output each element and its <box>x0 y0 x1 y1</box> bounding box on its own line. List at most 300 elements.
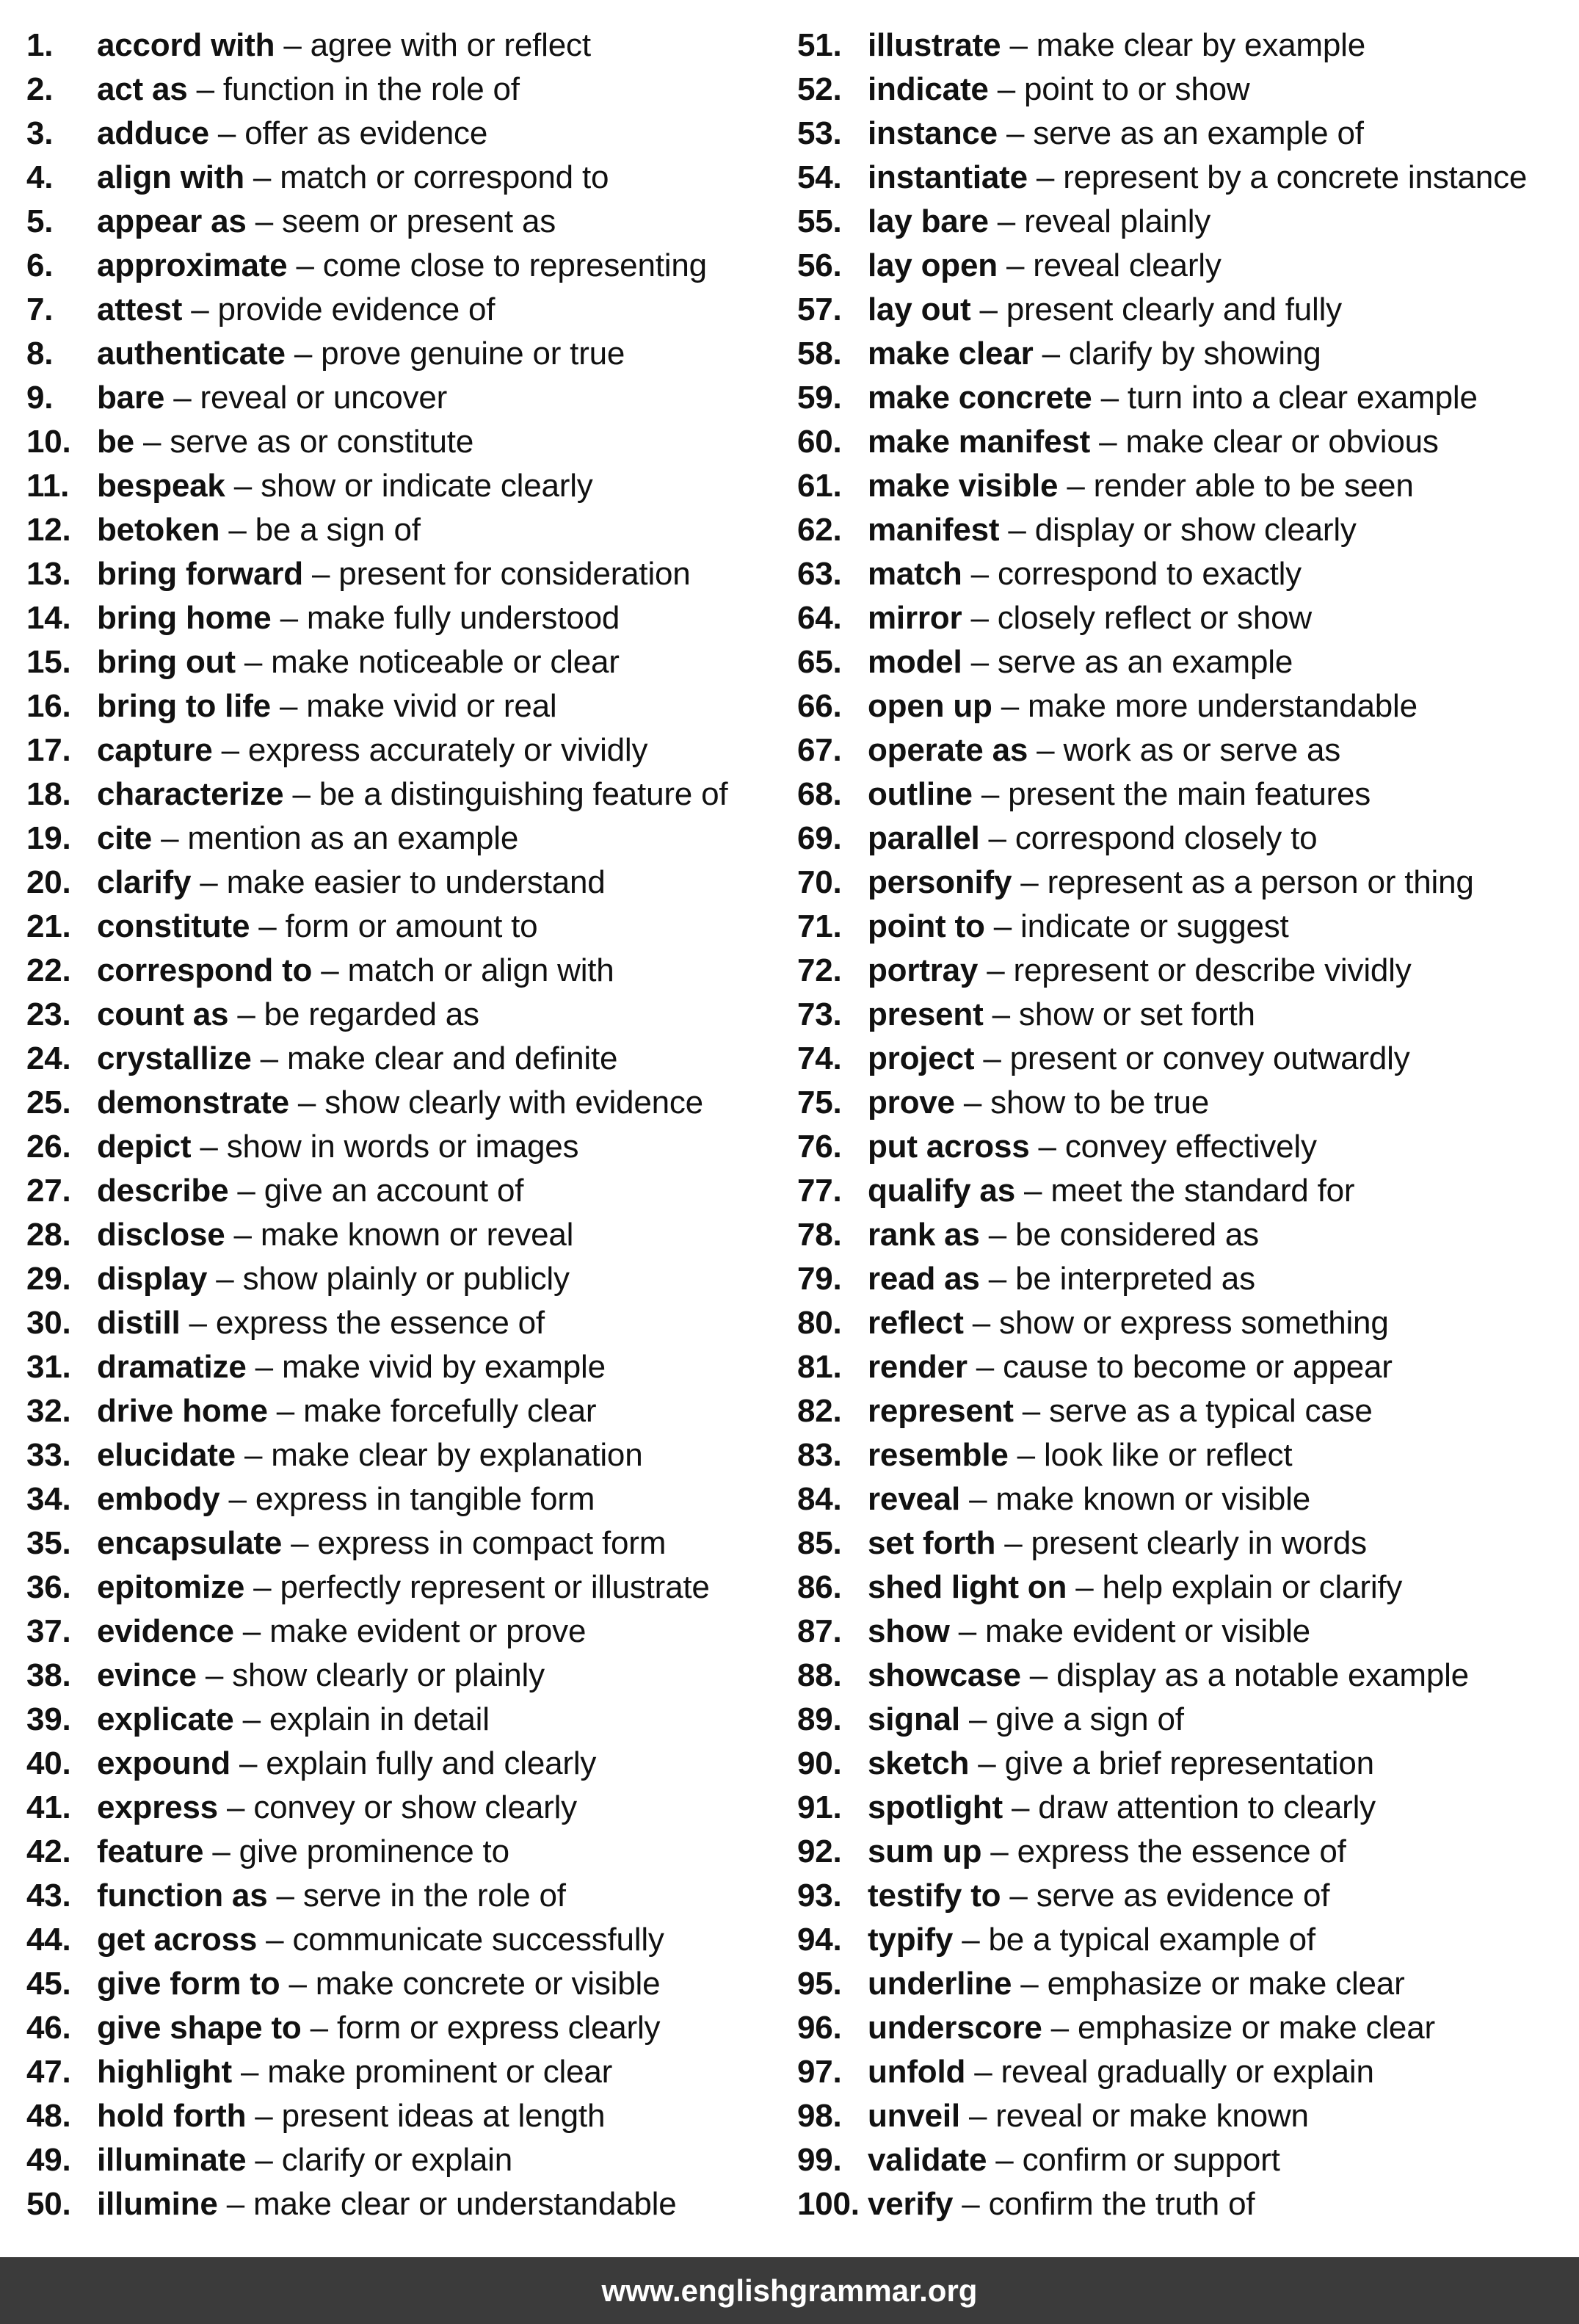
item-definition: mention as an example <box>187 820 519 856</box>
item-number: 34. <box>26 1481 71 1517</box>
item-term: depict <box>97 1129 192 1165</box>
list-item <box>26 1213 790 1257</box>
item-number: 82. <box>797 1393 842 1429</box>
list-item <box>797 1962 1575 2006</box>
item-definition: serve as or constitute <box>170 424 474 460</box>
list-item <box>797 420 1575 464</box>
item-definition: serve in the role of <box>302 1878 566 1914</box>
list-item <box>797 1521 1575 1565</box>
item-separator: – <box>969 1481 987 1517</box>
item-definition: form or express clearly <box>336 2010 661 2046</box>
right-column <box>797 23 1575 2226</box>
item-separator: – <box>1008 512 1026 548</box>
list-item <box>797 728 1575 772</box>
item-separator: – <box>233 1217 252 1253</box>
list-item <box>797 464 1575 508</box>
item-definition: indicate or suggest <box>1020 908 1289 944</box>
item-definition: display as a notable example <box>1056 1657 1469 1693</box>
item-number: 40. <box>26 1745 71 1781</box>
item-number: 64. <box>797 600 842 636</box>
item-term: illumine <box>97 2186 218 2222</box>
item-definition: confirm or support <box>1022 2142 1280 2178</box>
item-separator: – <box>288 1966 307 2002</box>
item-number: 80. <box>797 1305 842 1341</box>
item-number: 39. <box>26 1701 71 1737</box>
item-term: instantiate <box>868 159 1028 195</box>
item-separator: – <box>255 203 273 239</box>
item-separator: – <box>993 908 1012 944</box>
item-term: disclose <box>97 1217 225 1253</box>
item-definition: meet the standard for <box>1050 1173 1355 1209</box>
item-separator: – <box>212 1834 231 1869</box>
item-definition: express the essence of <box>215 1305 545 1341</box>
item-number: 88. <box>797 1657 842 1693</box>
item-term: bare <box>97 380 165 416</box>
list-item <box>26 1521 790 1565</box>
list-item <box>26 332 790 376</box>
item-number: 20. <box>26 864 71 900</box>
item-definition: correspond to exactly <box>997 556 1302 592</box>
item-separator: – <box>244 1437 263 1473</box>
item-definition: form or amount to <box>285 908 538 944</box>
item-number: 23. <box>26 996 71 1032</box>
item-separator: – <box>283 27 302 63</box>
item-term: bring to life <box>97 688 271 724</box>
item-separator: – <box>962 2186 980 2222</box>
item-number: 58. <box>797 336 842 372</box>
item-separator: – <box>978 1745 996 1781</box>
list-item <box>26 1037 790 1081</box>
item-separator: – <box>988 1261 1007 1297</box>
item-term: embody <box>97 1481 220 1517</box>
item-separator: – <box>968 2098 987 2134</box>
item-definition: correspond closely to <box>1014 820 1318 856</box>
list-item <box>797 508 1575 552</box>
item-definition: agree with or reflect <box>310 27 591 63</box>
list-item <box>797 1037 1575 1081</box>
list-item <box>797 376 1575 420</box>
item-term: feature <box>97 1834 204 1869</box>
item-separator: – <box>1009 27 1028 63</box>
list-item <box>797 1742 1575 1786</box>
item-term: match <box>868 556 962 592</box>
list-item <box>26 376 790 420</box>
item-definition: present for consideration <box>338 556 691 592</box>
item-separator: – <box>976 1349 995 1385</box>
item-separator: – <box>173 380 192 416</box>
item-number: 56. <box>797 247 842 283</box>
item-term: shed light on <box>868 1569 1067 1605</box>
item-term: underline <box>868 1966 1012 2002</box>
item-term: rank as <box>868 1217 980 1253</box>
item-separator: – <box>240 2054 259 2090</box>
item-number: 93. <box>797 1878 842 1914</box>
item-definition: express accurately or vividly <box>247 732 648 768</box>
item-definition: give an account of <box>264 1173 524 1209</box>
item-number: 57. <box>797 292 842 327</box>
list-item <box>797 332 1575 376</box>
item-number: 35. <box>26 1525 71 1561</box>
item-term: bring home <box>97 600 272 636</box>
list-item <box>26 2094 790 2138</box>
item-number: 95. <box>797 1966 842 2002</box>
footer-bar <box>0 2257 1579 2324</box>
item-number: 50. <box>26 2186 71 2222</box>
list-item <box>26 2006 790 2050</box>
list-item <box>26 508 790 552</box>
item-definition: reveal or uncover <box>200 380 448 416</box>
list-item <box>797 905 1575 949</box>
item-separator: – <box>962 1922 980 1958</box>
list-item <box>797 23 1575 68</box>
item-separator: – <box>1017 1437 1035 1473</box>
list-item <box>26 68 790 112</box>
item-number: 15. <box>26 644 71 680</box>
list-item <box>797 1433 1575 1477</box>
item-number: 77. <box>797 1173 842 1209</box>
list-item <box>797 68 1575 112</box>
item-number: 90. <box>797 1745 842 1781</box>
list-item <box>797 1565 1575 1610</box>
item-definition: make clear by explanation <box>271 1437 643 1473</box>
item-definition: explain in detail <box>269 1701 490 1737</box>
item-term: illustrate <box>868 27 1001 63</box>
list-item <box>26 244 790 288</box>
item-separator: – <box>244 644 263 680</box>
item-number: 3. <box>26 115 54 151</box>
footer-website-link[interactable]: www.englishgrammar.org <box>601 2273 978 2308</box>
item-definition: communicate successfully <box>292 1922 664 1958</box>
item-term: mirror <box>868 600 962 636</box>
item-definition: express in compact form <box>317 1525 667 1561</box>
item-separator: – <box>200 864 218 900</box>
item-term: approximate <box>97 247 288 283</box>
item-number: 9. <box>26 380 54 416</box>
list-item <box>797 1610 1575 1654</box>
list-item <box>26 1389 790 1433</box>
list-item <box>797 2182 1575 2226</box>
item-number: 5. <box>26 203 54 239</box>
list-item <box>26 420 790 464</box>
item-number: 17. <box>26 732 71 768</box>
item-number: 25. <box>26 1085 71 1121</box>
item-definition: be considered as <box>1015 1217 1259 1253</box>
item-definition: make clear by example <box>1036 27 1365 63</box>
item-definition: represent by a concrete instance <box>1063 159 1528 195</box>
list-item <box>797 1477 1575 1521</box>
list-item <box>797 1169 1575 1213</box>
item-definition: explain fully and clearly <box>266 1745 597 1781</box>
list-item <box>797 1830 1575 1874</box>
item-separator: – <box>233 468 253 504</box>
item-number: 49. <box>26 2142 71 2178</box>
item-separator: – <box>189 1305 207 1341</box>
item-number: 29. <box>26 1261 71 1297</box>
item-number: 68. <box>797 776 842 812</box>
item-separator: – <box>296 247 314 283</box>
item-separator: – <box>1020 1966 1039 2002</box>
item-definition: convey effectively <box>1064 1129 1317 1165</box>
item-number: 76. <box>797 1129 842 1165</box>
item-definition: emphasize or make clear <box>1047 1966 1405 2002</box>
list-item <box>26 1830 790 1874</box>
item-number: 37. <box>26 1613 71 1649</box>
item-term: count as <box>97 996 229 1032</box>
item-number: 73. <box>797 996 842 1032</box>
item-term: reflect <box>868 1305 964 1341</box>
item-separator: – <box>226 2186 244 2222</box>
left-column <box>26 23 790 2226</box>
item-number: 48. <box>26 2098 71 2134</box>
item-definition: be a sign of <box>255 512 421 548</box>
list-item <box>797 1257 1575 1301</box>
item-term: indicate <box>868 71 989 107</box>
item-separator: – <box>990 1834 1009 1869</box>
item-definition: offer as evidence <box>244 115 488 151</box>
item-number: 79. <box>797 1261 842 1297</box>
item-number: 96. <box>797 2010 842 2046</box>
list-item <box>26 1962 790 2006</box>
item-number: 65. <box>797 644 842 680</box>
item-number: 97. <box>797 2054 842 2090</box>
item-term: function as <box>97 1878 268 1914</box>
list-item <box>797 1301 1575 1345</box>
item-term: express <box>97 1789 218 1825</box>
list-item <box>26 817 790 861</box>
item-definition: provide evidence of <box>217 292 496 327</box>
item-separator: – <box>963 1085 982 1121</box>
item-term: crystallize <box>97 1040 252 1076</box>
item-term: prove <box>868 1085 955 1121</box>
item-separator: – <box>205 1657 224 1693</box>
item-separator: – <box>988 820 1006 856</box>
item-term: bring out <box>97 644 236 680</box>
item-term: characterize <box>97 776 284 812</box>
item-definition: be regarded as <box>264 996 479 1032</box>
item-separator: – <box>1075 1569 1094 1605</box>
item-definition: function in the role of <box>222 71 520 107</box>
item-number: 8. <box>26 336 54 372</box>
item-definition: show or set forth <box>1018 996 1255 1032</box>
item-term: epitomize <box>97 1569 245 1605</box>
item-number: 30. <box>26 1305 71 1341</box>
item-separator: – <box>1011 1789 1030 1825</box>
list-item <box>797 156 1575 200</box>
list-item <box>797 861 1575 905</box>
item-definition: show or indicate clearly <box>261 468 593 504</box>
list-item <box>26 1742 790 1786</box>
item-number: 45. <box>26 1966 71 2002</box>
list-item <box>26 1169 790 1213</box>
list-item <box>797 1081 1575 1125</box>
item-definition: represent as a person or thing <box>1047 864 1474 900</box>
item-number: 84. <box>797 1481 842 1517</box>
list-item <box>26 1301 790 1345</box>
item-term: display <box>97 1261 208 1297</box>
item-definition: reveal plainly <box>1024 203 1211 239</box>
item-number: 31. <box>26 1349 71 1385</box>
item-term: make manifest <box>868 424 1091 460</box>
item-definition: work as or serve as <box>1063 732 1341 768</box>
item-separator: – <box>255 2142 273 2178</box>
item-definition: reveal gradually or explain <box>1001 2054 1374 2090</box>
item-definition: point to or show <box>1024 71 1250 107</box>
item-number: 10. <box>26 424 71 460</box>
item-definition: give a brief representation <box>1004 1745 1374 1781</box>
item-term: authenticate <box>97 336 286 372</box>
item-term: align with <box>97 159 244 195</box>
item-number: 51. <box>797 27 842 63</box>
item-separator: – <box>958 1613 976 1649</box>
item-number: 94. <box>797 1922 842 1958</box>
item-number: 1. <box>26 27 54 63</box>
item-definition: present or convey outwardly <box>1009 1040 1410 1076</box>
item-definition: perfectly represent or illustrate <box>280 1569 710 1605</box>
item-term: bring forward <box>97 556 303 592</box>
list-item <box>797 1698 1575 1742</box>
item-separator: – <box>981 776 1000 812</box>
item-separator: – <box>983 1040 1001 1076</box>
item-separator: – <box>227 1789 245 1825</box>
item-number: 75. <box>797 1085 842 1121</box>
list-item <box>797 596 1575 640</box>
item-number: 38. <box>26 1657 71 1693</box>
item-term: parallel <box>868 820 980 856</box>
list-item <box>797 1786 1575 1830</box>
item-definition: serve as an example of <box>1033 115 1364 151</box>
item-term: read as <box>868 1261 980 1297</box>
item-separator: – <box>988 1217 1007 1253</box>
item-number: 54. <box>797 159 842 195</box>
list-item <box>26 949 790 993</box>
item-term: be <box>97 424 134 460</box>
item-separator: – <box>1036 159 1055 195</box>
item-definition: display or show clearly <box>1034 512 1357 548</box>
item-separator: – <box>1100 380 1119 416</box>
item-term: verify <box>868 2186 954 2222</box>
item-separator: – <box>266 1922 284 1958</box>
item-separator: – <box>1022 1393 1041 1429</box>
item-number: 91. <box>797 1789 842 1825</box>
item-term: make visible <box>868 468 1059 504</box>
item-term: expound <box>97 1745 231 1781</box>
item-term: give shape to <box>97 2010 302 2046</box>
list-item <box>797 1389 1575 1433</box>
list-item <box>26 1345 790 1389</box>
item-term: instance <box>868 115 998 151</box>
list-item <box>26 23 790 68</box>
item-number: 26. <box>26 1129 71 1165</box>
item-term: illuminate <box>97 2142 247 2178</box>
item-term: reveal <box>868 1481 961 1517</box>
item-definition: draw attention to clearly <box>1038 1789 1376 1825</box>
item-number: 36. <box>26 1569 71 1605</box>
item-number: 72. <box>797 952 842 988</box>
item-separator: – <box>228 512 247 548</box>
list-item <box>26 861 790 905</box>
item-definition: present clearly and fully <box>1006 292 1342 327</box>
item-number: 2. <box>26 71 54 107</box>
item-definition: show plainly or publicly <box>242 1261 570 1297</box>
item-separator: – <box>221 732 239 768</box>
item-separator: – <box>1001 688 1019 724</box>
item-number: 52. <box>797 71 842 107</box>
list-item <box>797 1345 1575 1389</box>
list-item <box>797 288 1575 332</box>
item-term: describe <box>97 1173 229 1209</box>
item-definition: serve as evidence of <box>1036 1878 1330 1914</box>
item-number: 100. <box>797 2186 860 2222</box>
item-separator: – <box>258 908 277 944</box>
item-definition: represent or describe vividly <box>1013 952 1412 988</box>
list-item <box>797 112 1575 156</box>
item-number: 18. <box>26 776 71 812</box>
item-term: make clear <box>868 336 1034 372</box>
list-item <box>797 1874 1575 1918</box>
item-separator: – <box>972 1305 990 1341</box>
list-item <box>797 1125 1575 1169</box>
item-number: 6. <box>26 247 54 283</box>
list-item <box>26 1654 790 1698</box>
list-item <box>797 200 1575 244</box>
item-separator: – <box>292 776 311 812</box>
list-item <box>797 552 1575 596</box>
item-definition: come close to representing <box>322 247 707 283</box>
item-number: 24. <box>26 1040 71 1076</box>
item-definition: seem or present as <box>282 203 556 239</box>
item-number: 44. <box>26 1922 71 1958</box>
item-separator: – <box>276 1393 295 1429</box>
item-separator: – <box>1006 247 1025 283</box>
item-term: underscore <box>868 2010 1042 2046</box>
item-definition: make clear and definite <box>286 1040 618 1076</box>
item-definition: make concrete or visible <box>315 1966 661 2002</box>
item-definition: help explain or clarify <box>1102 1569 1403 1605</box>
item-separator: – <box>242 1701 261 1737</box>
item-definition: look like or reflect <box>1043 1437 1293 1473</box>
list-item <box>797 684 1575 728</box>
list-item <box>797 2050 1575 2094</box>
item-separator: – <box>995 2142 1014 2178</box>
item-definition: make forcefully clear <box>303 1393 597 1429</box>
item-definition: show clearly or plainly <box>232 1657 545 1693</box>
item-number: 32. <box>26 1393 71 1429</box>
item-term: typify <box>868 1922 954 1958</box>
list-item <box>26 1565 790 1610</box>
item-number: 27. <box>26 1173 71 1209</box>
item-term: represent <box>868 1393 1014 1429</box>
item-definition: clarify or explain <box>281 2142 513 2178</box>
item-separator: – <box>1020 864 1039 900</box>
item-definition: prove genuine or true <box>321 336 625 372</box>
item-separator: – <box>997 203 1016 239</box>
item-term: operate as <box>868 732 1028 768</box>
item-term: encapsulate <box>97 1525 283 1561</box>
item-term: open up <box>868 688 992 724</box>
item-number: 4. <box>26 159 54 195</box>
list-item <box>26 1477 790 1521</box>
item-separator: – <box>255 1349 273 1385</box>
item-term: validate <box>868 2142 987 2178</box>
item-term: bespeak <box>97 468 225 504</box>
item-separator: – <box>297 1085 316 1121</box>
item-separator: – <box>255 2098 273 2134</box>
item-term: lay out <box>868 292 971 327</box>
item-definition: show or express something <box>999 1305 1389 1341</box>
item-number: 61. <box>797 468 842 504</box>
list-item <box>797 2006 1575 2050</box>
list-item <box>26 993 790 1037</box>
